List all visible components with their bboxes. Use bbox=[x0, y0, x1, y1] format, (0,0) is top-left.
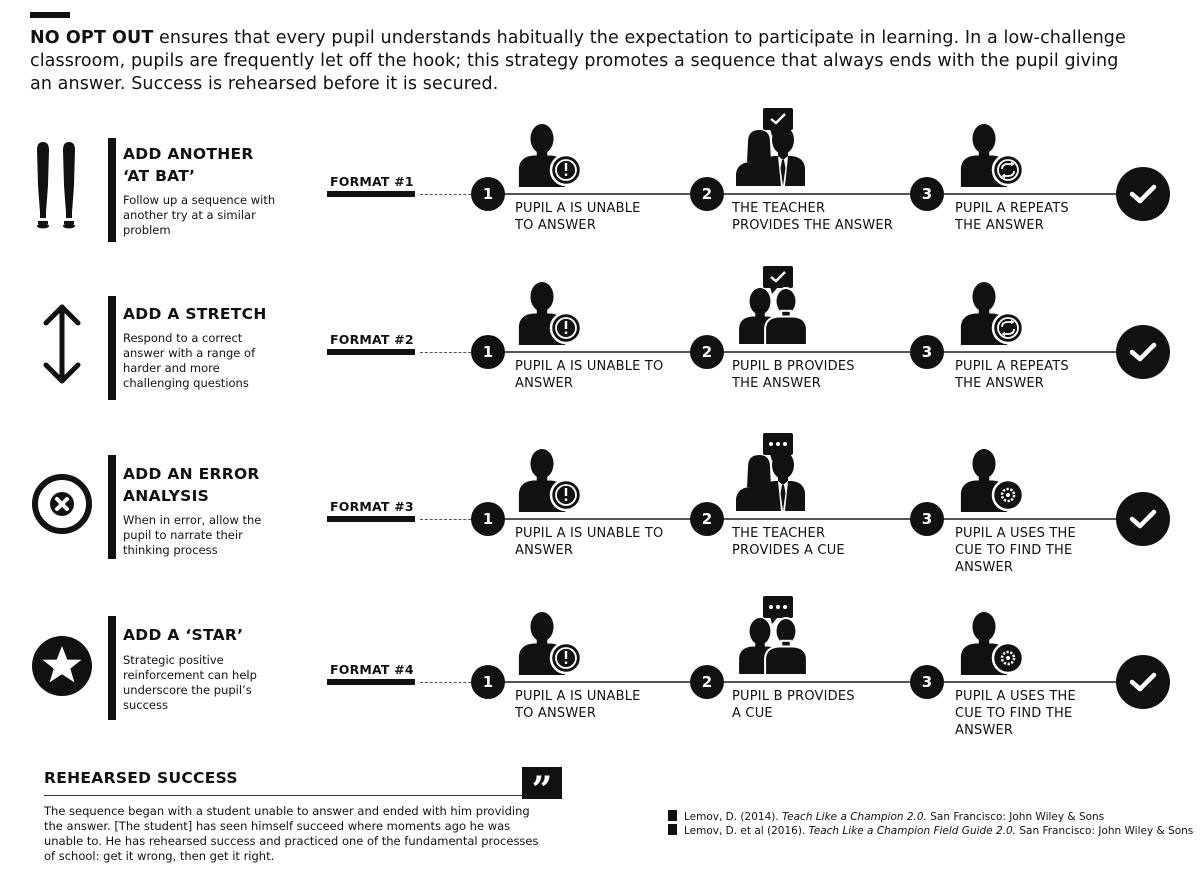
repeat-icon bbox=[993, 155, 1023, 185]
format-label: FORMAT #3 bbox=[330, 499, 414, 514]
strategy-bar bbox=[108, 616, 116, 720]
step-label-line: PROVIDES A CUE bbox=[732, 543, 845, 558]
step-label bbox=[732, 358, 855, 392]
format-underline bbox=[327, 191, 415, 197]
reference-publisher: San Francisco: John Wiley & Sons bbox=[1016, 825, 1194, 837]
strategy-description: Respond to a correct answer with a range of harder and more challenging questions bbox=[123, 331, 256, 390]
step-number-2: 2 bbox=[690, 335, 724, 369]
timeline-line bbox=[488, 351, 1143, 353]
step-label-line: PUPIL A IS UNABLE TO bbox=[515, 526, 664, 541]
step-label bbox=[955, 525, 1076, 576]
step-label bbox=[515, 358, 663, 392]
step-number-1: 1 bbox=[471, 665, 505, 699]
dashed-connector bbox=[420, 194, 476, 195]
reference-title: Teach Like a Champion 2.0. bbox=[782, 811, 927, 823]
success-check-icon bbox=[1116, 325, 1170, 379]
step-label-line: PUPIL A USES THE bbox=[955, 689, 1076, 704]
rehearsed-divider bbox=[44, 795, 524, 796]
strategy-bar bbox=[108, 296, 116, 400]
dashed-connector bbox=[420, 352, 476, 353]
step-number-2: 2 bbox=[690, 177, 724, 211]
step-number-3: 3 bbox=[910, 177, 944, 211]
step-label-line: ANSWER bbox=[515, 376, 574, 391]
star-circle-icon bbox=[30, 616, 94, 716]
strategy-title-line: ADD A ‘STAR’ bbox=[123, 626, 244, 644]
intro-text: ensures that every pupil understands habitually the expectation to participate in learning. In a low-challenge classroom, pupils are frequently let off the hook; this strategy promotes a sequence that always ends with the pupil giving an answer. Success is rehearsed before it is secured. bbox=[30, 28, 1126, 94]
intro-lead: NO OPT OUT bbox=[30, 28, 154, 48]
step-label-line: ANSWER bbox=[955, 560, 1014, 575]
step-label bbox=[732, 200, 893, 234]
gear-icon bbox=[993, 643, 1023, 673]
timeline-line bbox=[488, 681, 1143, 683]
success-check-icon bbox=[1116, 655, 1170, 709]
strategy-title bbox=[123, 463, 260, 507]
step-label-line: THE ANSWER bbox=[955, 218, 1045, 233]
vertical-arrow-icon bbox=[30, 296, 94, 396]
success-check-icon bbox=[1116, 492, 1170, 546]
strategy-title-line: ADD AN ERROR bbox=[123, 465, 260, 483]
step-number-3: 3 bbox=[910, 665, 944, 699]
checkmark-icon bbox=[1128, 670, 1158, 694]
rehearsed-success-title: REHEARSED SUCCESS bbox=[44, 769, 238, 787]
reference-author: Lemov, D. (2014). bbox=[684, 811, 783, 823]
step-label bbox=[515, 200, 641, 234]
format-underline bbox=[327, 516, 415, 522]
pupil-figure bbox=[514, 280, 584, 346]
pupil-figure bbox=[514, 122, 584, 188]
exclamation-icon bbox=[551, 643, 581, 673]
step-number-1: 1 bbox=[471, 335, 505, 369]
strategy-title bbox=[123, 303, 267, 325]
pupil-pair-figure bbox=[734, 596, 824, 674]
reference-author: Lemov, D. et al (2016). bbox=[684, 825, 809, 837]
reference-title: Teach Like a Champion Field Guide 2.0. bbox=[808, 825, 1017, 837]
success-check-icon bbox=[1116, 167, 1170, 221]
step-label-line: TO ANSWER bbox=[515, 706, 597, 721]
step-label-line: PUPIL A REPEATS bbox=[955, 359, 1069, 374]
step-label-line: CUE TO FIND THE bbox=[955, 543, 1073, 558]
intro-paragraph bbox=[30, 27, 1140, 96]
x-circle-icon bbox=[30, 454, 94, 554]
rehearsed-success-body: The sequence began with a student unable to answer and ended with him providing the answer. [The student] has seen himself succeed where moments ago he was unable to. He has rehearsed success and practiced one of the fundamental processes of school: get it wrong, then get it right. bbox=[44, 804, 539, 863]
step-label-line: PUPIL A USES THE bbox=[955, 526, 1076, 541]
step-label-line: PUPIL A IS UNABLE TO bbox=[515, 359, 664, 374]
reference-publisher: San Francisco: John Wiley & Sons bbox=[926, 811, 1105, 823]
step-number-3: 3 bbox=[910, 335, 944, 369]
checkmark-icon bbox=[1128, 340, 1158, 364]
reference-bullet bbox=[668, 824, 677, 835]
strategy-title-line: ADD A STRETCH bbox=[123, 305, 267, 323]
dashed-connector bbox=[420, 682, 476, 683]
exclamation-icon bbox=[551, 155, 581, 185]
step-label-line: THE TEACHER bbox=[732, 201, 826, 216]
format-label: FORMAT #4 bbox=[330, 662, 414, 677]
step-label-line: ANSWER bbox=[955, 723, 1014, 738]
repeat-icon bbox=[993, 313, 1023, 343]
gear-icon bbox=[993, 480, 1023, 510]
step-label-line: A CUE bbox=[732, 706, 773, 721]
step-label bbox=[955, 200, 1069, 234]
format-underline bbox=[327, 679, 415, 685]
strategy-description: Follow up a sequence with another try at a similar problem bbox=[123, 193, 276, 237]
exclamation-icon bbox=[551, 313, 581, 343]
step-label bbox=[732, 688, 855, 722]
step-number-1: 1 bbox=[471, 502, 505, 536]
step-label-line: PROVIDES THE ANSWER bbox=[732, 218, 894, 233]
step-label-line: ANSWER bbox=[515, 543, 574, 558]
strategy-bar bbox=[108, 455, 116, 559]
step-label bbox=[955, 688, 1076, 739]
step-label-line: PUPIL A IS UNABLE bbox=[515, 689, 641, 704]
pupil-figure bbox=[514, 447, 584, 513]
strategy-description: Strategic positive reinforcement can help underscore the pupil’s success bbox=[123, 653, 257, 712]
pupil-figure bbox=[956, 280, 1026, 346]
step-number-2: 2 bbox=[690, 502, 724, 536]
step-label-line: CUE TO FIND THE bbox=[955, 706, 1073, 721]
pupil-figure bbox=[956, 447, 1026, 513]
step-label bbox=[955, 358, 1069, 392]
teacher-pair-figure bbox=[734, 108, 824, 186]
step-number-3: 3 bbox=[910, 502, 944, 536]
strategy-description: When in error, allow the pupil to narrate their thinking process bbox=[123, 513, 262, 557]
baseball-bats-icon bbox=[30, 140, 94, 240]
pupil-figure bbox=[514, 610, 584, 676]
step-label-line: PUPIL B PROVIDES bbox=[732, 359, 855, 374]
step-number-2: 2 bbox=[690, 665, 724, 699]
strategy-title bbox=[123, 143, 254, 187]
strategy-title-line: ADD ANOTHER bbox=[123, 145, 254, 163]
strategy-bar bbox=[108, 138, 116, 242]
step-label-line: PUPIL A REPEATS bbox=[955, 201, 1069, 216]
strategy-title bbox=[123, 624, 243, 646]
format-underline bbox=[327, 349, 415, 355]
pupil-figure bbox=[956, 122, 1026, 188]
reference-item bbox=[668, 810, 1104, 824]
step-label-line: TO ANSWER bbox=[515, 218, 597, 233]
reference-item bbox=[668, 824, 1193, 838]
step-label bbox=[732, 525, 845, 559]
step-label-line: PUPIL A IS UNABLE bbox=[515, 201, 641, 216]
strategy-title-line: ANALYSIS bbox=[123, 487, 210, 505]
step-label-line: THE TEACHER bbox=[732, 526, 826, 541]
pupil-figure bbox=[956, 610, 1026, 676]
timeline-line bbox=[488, 193, 1143, 195]
format-label: FORMAT #2 bbox=[330, 332, 414, 347]
step-label bbox=[515, 525, 663, 559]
checkmark-icon bbox=[1128, 182, 1158, 206]
dashed-connector bbox=[420, 519, 476, 520]
timeline-line bbox=[488, 518, 1143, 520]
step-label bbox=[515, 688, 641, 722]
pupil-pair-figure bbox=[734, 266, 824, 344]
teacher-pair-figure bbox=[734, 433, 824, 511]
top-accent-bar bbox=[30, 12, 70, 18]
reference-bullet bbox=[668, 810, 677, 821]
strategy-title-line: ‘AT BAT’ bbox=[123, 167, 196, 185]
step-label-line: PUPIL B PROVIDES bbox=[732, 689, 855, 704]
quote-icon: ” bbox=[522, 767, 562, 799]
checkmark-icon bbox=[1128, 507, 1158, 531]
format-label: FORMAT #1 bbox=[330, 174, 414, 189]
step-label-line: THE ANSWER bbox=[955, 376, 1045, 391]
step-number-1: 1 bbox=[471, 177, 505, 211]
step-label-line: THE ANSWER bbox=[732, 376, 822, 391]
exclamation-icon bbox=[551, 480, 581, 510]
